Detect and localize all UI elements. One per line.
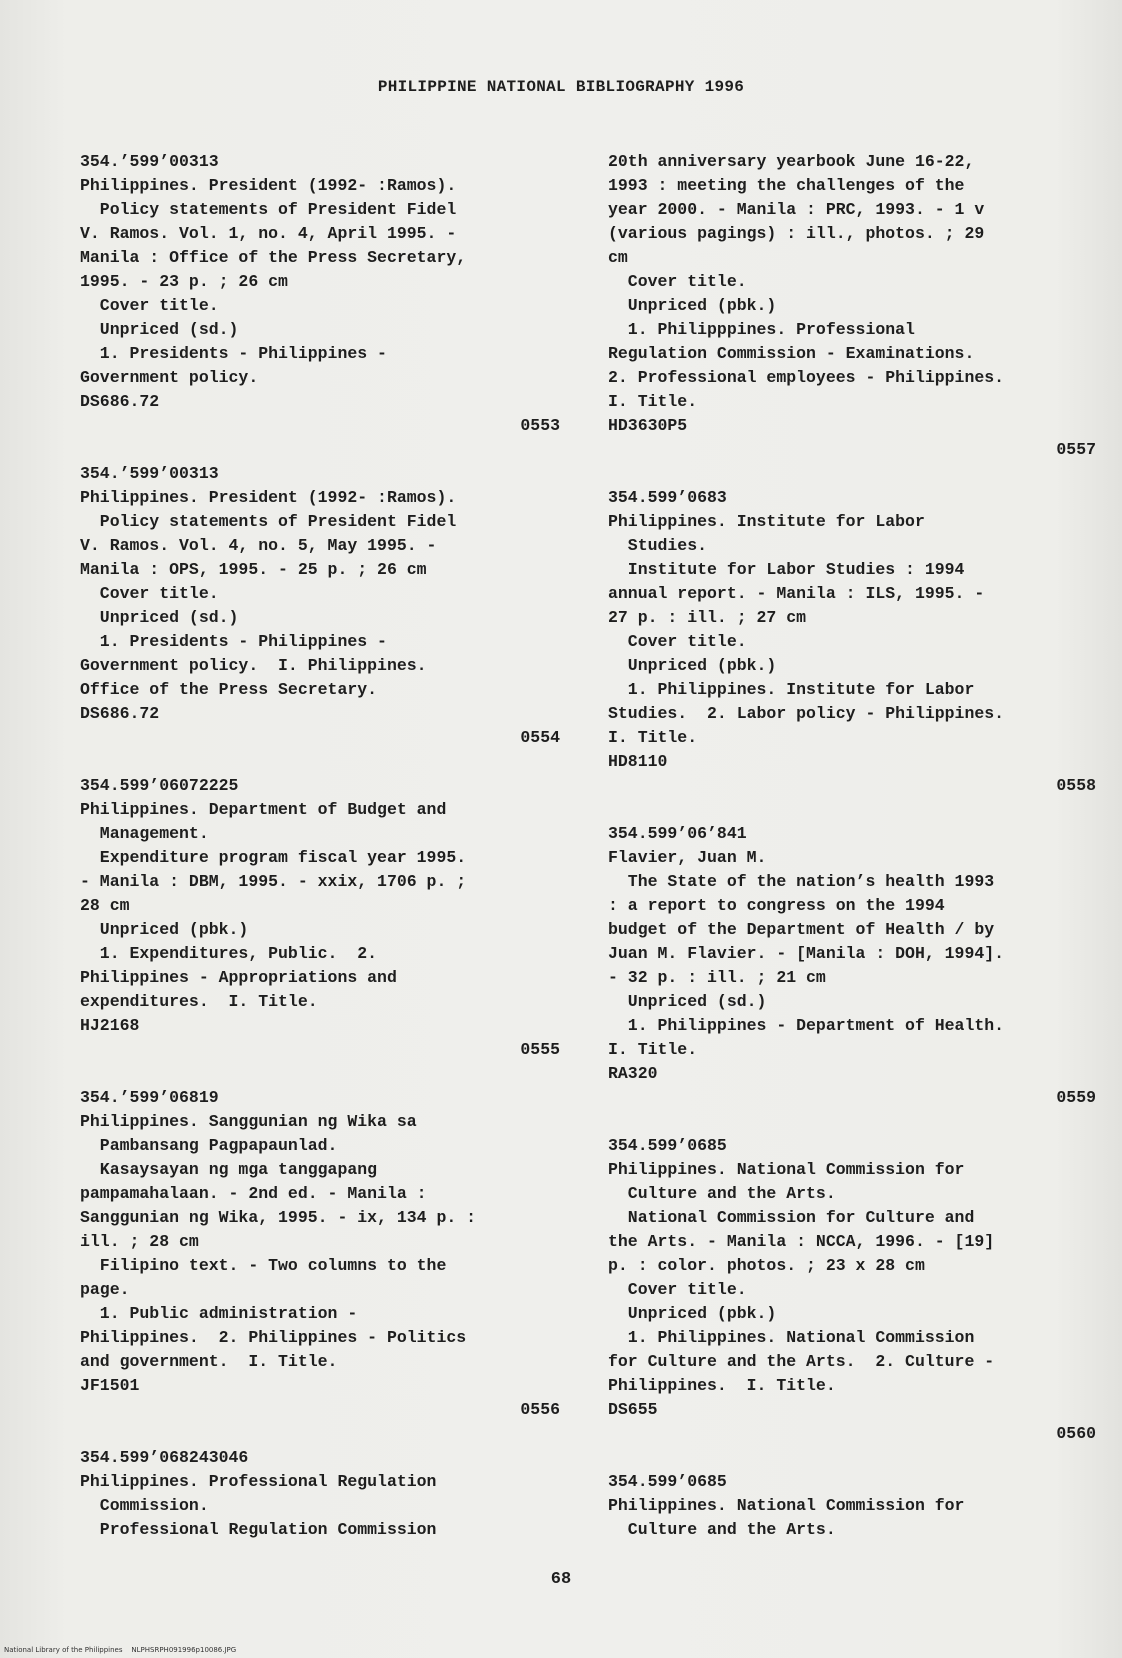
- entry-line: Philippines. National Commission for: [608, 1496, 965, 1515]
- scan-footer: [4, 1646, 236, 1654]
- entry-line: (various pagings) : ill., photos. ; 29: [608, 224, 985, 243]
- entry-line: The State of the nation’s health 1993: [608, 872, 995, 891]
- entry-line: 354.599’0685: [608, 1136, 727, 1155]
- entry-line: 1. Philippines. National Commission: [608, 1328, 975, 1347]
- entry-line: page.: [80, 1280, 130, 1299]
- entry-line: Cover title.: [608, 272, 747, 291]
- entry-line: HD8110: [608, 752, 668, 771]
- entry-line: I. Title.: [608, 1040, 698, 1059]
- entry-line: Unpriced (pbk.): [608, 656, 777, 675]
- entry-line: Philippines. Department of Budget and: [80, 800, 447, 819]
- entry-line: DS686.72: [80, 392, 160, 411]
- entry-line: the Arts. - Manila : NCCA, 1996. - [19]: [608, 1232, 995, 1251]
- entry-line: pampamahalaan. - 2nd ed. - Manila :: [80, 1184, 427, 1203]
- bibliography-entry: [608, 1470, 1096, 1542]
- entry-line: Cover title.: [608, 1280, 747, 1299]
- entry-number: 0558: [1056, 776, 1096, 795]
- entry-line: 1. Expenditures, Public. 2.: [80, 944, 378, 963]
- entry-line: Unpriced (pbk.): [608, 1304, 777, 1323]
- entry-line: DS686.72: [80, 704, 160, 723]
- entry-line: DS655: [608, 1400, 658, 1419]
- entry-line: V. Ramos. Vol. 1, no. 4, April 1995. -: [80, 224, 457, 243]
- bibliography-entry: [608, 822, 1096, 1110]
- entry-line: Kasaysayan ng mga tanggapang: [80, 1160, 378, 1179]
- entry-line: Philippines. National Commission for: [608, 1160, 965, 1179]
- entry-line: RA320: [608, 1064, 658, 1083]
- entry-line: HJ2168: [80, 1016, 140, 1035]
- entry-line: ill. ; 28 cm: [80, 1232, 199, 1251]
- entry-line: Cover title.: [80, 584, 219, 603]
- bibliography-entry: [80, 774, 560, 1062]
- entry-line: Culture and the Arts.: [608, 1520, 836, 1539]
- entry-line: 1993 : meeting the challenges of the: [608, 176, 965, 195]
- entry-line: Manila : Office of the Press Secretary,: [80, 248, 467, 267]
- entry-line: budget of the Department of Health / by: [608, 920, 995, 939]
- entry-line: Culture and the Arts.: [608, 1184, 836, 1203]
- entry-line: I. Title.: [608, 392, 698, 411]
- entry-line: Flavier, Juan M.: [608, 848, 767, 867]
- entry-line: Philippines. Professional Regulation: [80, 1472, 437, 1491]
- entry-line: Professional Regulation Commission: [80, 1520, 437, 1539]
- entry-line: Management.: [80, 824, 209, 843]
- entry-line: Cover title.: [80, 296, 219, 315]
- entry-line: 1995. - 23 p. ; 26 cm: [80, 272, 288, 291]
- entry-line: 20th anniversary yearbook June 16-22,: [608, 152, 975, 171]
- left-column: [80, 150, 560, 1566]
- entry-line: Unpriced (sd.): [80, 320, 239, 339]
- entry-line: Policy statements of President Fidel: [80, 200, 457, 219]
- right-column: [608, 150, 1096, 1566]
- entry-line: I. Title.: [608, 728, 698, 747]
- entry-line: : a report to congress on the 1994: [608, 896, 945, 915]
- entry-line: V. Ramos. Vol. 4, no. 5, May 1995. -: [80, 536, 437, 555]
- entry-line: for Culture and the Arts. 2. Culture -: [608, 1352, 995, 1371]
- bibliography-entry: [80, 150, 560, 438]
- entry-number: 0554: [520, 728, 560, 747]
- entry-line: 27 p. : ill. ; 27 cm: [608, 608, 807, 627]
- entry-line: Philippines. I. Title.: [608, 1376, 836, 1395]
- entry-line: Policy statements of President Fidel: [80, 512, 457, 531]
- entry-line: annual report. - Manila : ILS, 1995. -: [608, 584, 985, 603]
- entry-line: Philippines. Institute for Labor: [608, 512, 925, 531]
- bibliography-entry: [608, 486, 1096, 798]
- page-number: 68: [550, 1570, 572, 1589]
- entry-line: 1. Public administration -: [80, 1304, 358, 1323]
- entry-number: 0557: [1056, 440, 1096, 459]
- entry-line: 1. Philippines. Institute for Labor: [608, 680, 975, 699]
- entry-line: 1. Presidents - Philippines -: [80, 632, 387, 651]
- entry-number: 0553: [520, 416, 560, 435]
- entry-line: Philippines. President (1992- :Ramos).: [80, 176, 457, 195]
- entry-number: 0556: [520, 1400, 560, 1419]
- entry-line: Philippines - Appropriations and: [80, 968, 397, 987]
- entry-line: Philippines. Sanggunian ng Wika sa: [80, 1112, 417, 1131]
- entry-line: Philippines. President (1992- :Ramos).: [80, 488, 457, 507]
- entry-line: Sanggunian ng Wika, 1995. - ix, 134 p. :: [80, 1208, 477, 1227]
- entry-line: year 2000. - Manila : PRC, 1993. - 1 v: [608, 200, 985, 219]
- entry-line: 1. Philippines - Department of Health.: [608, 1016, 1005, 1035]
- entry-line: 1. Presidents - Philippines -: [80, 344, 387, 363]
- footer-library: National Library of the Philippines: [4, 1646, 123, 1654]
- entry-line: expenditures. I. Title.: [80, 992, 318, 1011]
- bibliography-entry: [608, 150, 1096, 462]
- entry-line: 354.’599’00313: [80, 464, 219, 483]
- entry-line: Juan M. Flavier. - [Manila : DOH, 1994].: [608, 944, 1005, 963]
- entry-line: 354.’599’06819: [80, 1088, 219, 1107]
- entry-line: Office of the Press Secretary.: [80, 680, 378, 699]
- entry-line: Unpriced (pbk.): [80, 920, 249, 939]
- entry-line: Expenditure program fiscal year 1995.: [80, 848, 467, 867]
- entry-line: 354.599’06072225: [80, 776, 239, 795]
- entry-line: and government. I. Title.: [80, 1352, 338, 1371]
- entry-line: Manila : OPS, 1995. - 25 p. ; 26 cm: [80, 560, 427, 579]
- bibliography-entry: [80, 462, 560, 750]
- entry-line: Filipino text. - Two columns to the: [80, 1256, 447, 1275]
- entry-line: Unpriced (pbk.): [608, 296, 777, 315]
- entry-line: - 32 p. : ill. ; 21 cm: [608, 968, 826, 987]
- entry-line: Philippines. 2. Philippines - Politics: [80, 1328, 467, 1347]
- entry-line: 28 cm: [80, 896, 130, 915]
- entry-line: Commission.: [80, 1496, 209, 1515]
- bibliography-entry: [80, 1086, 560, 1422]
- bibliography-entry: [608, 1134, 1096, 1446]
- entry-line: 354.599’06’841: [608, 824, 747, 843]
- entry-line: 354.’599’00313: [80, 152, 219, 171]
- entry-line: HD3630P5: [608, 416, 688, 435]
- entry-line: cm: [608, 248, 628, 267]
- entry-line: Institute for Labor Studies : 1994: [608, 560, 965, 579]
- entry-line: Studies.: [608, 536, 708, 555]
- entry-line: 354.599’068243046: [80, 1448, 249, 1467]
- footer-file: NLPHSRPH091996p10086.JPG: [131, 1646, 237, 1654]
- entry-line: 2. Professional employees - Philippines.: [608, 368, 1005, 387]
- entry-line: Government policy. I. Philippines.: [80, 656, 427, 675]
- entry-line: Studies. 2. Labor policy - Philippines.: [608, 704, 1005, 723]
- entry-line: Cover title.: [608, 632, 747, 651]
- entry-line: Regulation Commission - Examinations.: [608, 344, 975, 363]
- page-header: PHILIPPINE NATIONAL BIBLIOGRAPHY 1996: [377, 78, 745, 96]
- entry-line: 354.599’0685: [608, 1472, 727, 1491]
- entry-line: - Manila : DBM, 1995. - xxix, 1706 p. ;: [80, 872, 467, 891]
- entry-number: 0555: [520, 1040, 560, 1059]
- entry-line: Unpriced (sd.): [608, 992, 767, 1011]
- entry-number: 0559: [1056, 1088, 1096, 1107]
- entry-line: Unpriced (sd.): [80, 608, 239, 627]
- entry-line: National Commission for Culture and: [608, 1208, 975, 1227]
- entry-line: 354.599’0683: [608, 488, 727, 507]
- bibliography-entry: [80, 1446, 560, 1542]
- entry-line: JF1501: [80, 1376, 140, 1395]
- entry-line: Pambansang Pagpapaunlad.: [80, 1136, 338, 1155]
- entry-line: 1. Philipppines. Professional: [608, 320, 915, 339]
- entry-line: Government policy.: [80, 368, 259, 387]
- entry-number: 0560: [1056, 1424, 1096, 1443]
- entry-line: p. : color. photos. ; 23 x 28 cm: [608, 1256, 925, 1275]
